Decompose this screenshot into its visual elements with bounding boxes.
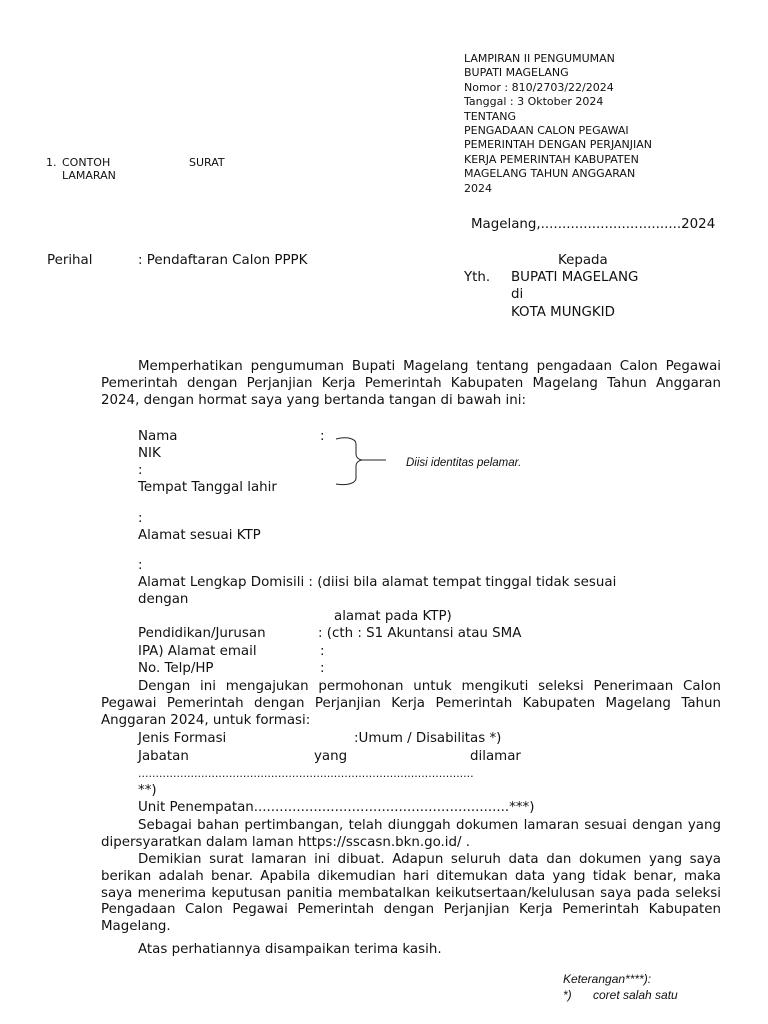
notes-item: coret salah satu [593,988,678,1002]
field-pendidikan-value: : (cth : S1 Akuntansi atau SMA [318,626,522,641]
jabatan-word-3: dilamar [470,749,521,764]
consideration-text: Sebagai bahan pertimbangan, telah diunggah dokumen lamaran sesuai dengan yang dipersyaratkan dalam laman https://sscasn.bkn.go.id/ . [101,818,721,850]
lampiran-line: Nomor : 810/2703/22/2024 [464,80,614,94]
field-domisili-cont: dengan [138,592,189,607]
consideration-paragraph [101,818,721,852]
list-number: 1. [46,156,57,169]
jabatan-mark: **) [138,783,157,798]
heading-contoh: CONTOH [62,156,111,169]
lampiran-line: PEMERINTAH DENGAN PERJANJIAN [464,138,652,152]
field-nik-colon: : [138,463,143,478]
field-email-colon: : [320,644,325,659]
lampiran-line: Tanggal : 3 Oktober 2024 [464,95,604,109]
request-paragraph [101,679,721,729]
lampiran-line: BUPATI MAGELANG [464,66,569,80]
field-nama-label: Nama [138,429,178,444]
field-nama-colon: : [320,429,325,444]
field-alamat-ktp-colon: : [138,558,143,573]
jenis-formasi-label: Jenis Formasi [138,731,227,746]
field-domisili-cont2: alamat pada KTP) [334,609,452,624]
notes-title: Keterangan****): [563,972,652,986]
recipient-name: BUPATI MAGELANG [511,270,639,285]
heading-lamaran: LAMARAN [62,169,116,182]
yth-label: Yth. [464,270,491,285]
intro-text: Memperhatikan pengumuman Bupati Magelang tentang pengadaan Calon Pegawai Pemerintah dengan Perjanjian Kerja Pemerintah Kabupaten Magelang Tahun Anggaran 2024, dengan hormat saya yang bertanda tangan di bawah ini: [101,359,721,408]
lampiran-line: TENTANG [464,109,517,123]
lampiran-line: 2024 [464,181,492,195]
field-domisili-label: Alamat Lengkap Domisili : (diisi bila alamat tempat tinggal tidak sesuai [138,575,617,590]
identity-annotation: Diisi identitas pelamar. [406,457,522,469]
field-telp-label: No. Telp/HP [138,661,214,676]
field-pendidikan-label: Pendidikan/Jurusan [138,626,266,641]
field-email-label: IPA) Alamat email [138,644,257,659]
heading-surat: SURAT [189,156,225,169]
brace-icon [334,434,390,488]
recipient-di: di [511,287,524,302]
field-alamat-ktp-label: Alamat sesuai KTP [138,528,261,543]
lampiran-line: PENGADAAN CALON PEGAWAI [464,123,629,137]
request-text: Dengan ini mengajukan permohonan untuk mengikuti seleksi Penerimaan Calon Pegawai Pemerintah dengan Perjanjian Kerja Pemerintah Kabupaten Magelang Tahun Anggaran 2024, untuk formasi: [101,679,721,728]
recipient-city: KOTA MUNGKID [511,305,615,320]
perihal-label: Perihal [47,253,93,268]
notes-mark: *) [563,988,572,1002]
statement-text: Demikian surat lamaran ini dibuat. Adapun seluruh data dan dokumen yang saya berikan adalah benar. Apabila dikemudian hari ditemukan data yang tidak benar, maka saya menerima keputusan panitia membatalkan keikutsertaan/kelulusan saya pada seleksi Pengadaan Calon Pegawai Pemerintah dengan Perjanjian Kerja Pemerintah Kabupaten Magelang. [101,852,721,935]
kepada-label: Kepada [558,253,608,268]
jabatan-word-2: yang [314,749,348,764]
field-nik-label: NIK [138,446,161,461]
lampiran-line: KERJA PEMERINTAH KABUPATEN [464,152,639,166]
field-ttl-colon: : [138,511,143,526]
lampiran-block [464,52,652,196]
perihal-value: : Pendaftaran Calon PPPK [138,253,308,268]
place-date: Magelang,.................................2024 [471,217,716,232]
lampiran-line: LAMPIRAN II PENGUMUMAN [464,52,615,65]
lampiran-line: MAGELANG TAHUN ANGGARAN [464,167,636,181]
jabatan-dots: ................................................................................................ [138,767,474,780]
statement-paragraph [101,852,721,936]
jenis-formasi-value: :Umum / Disabilitas *) [354,731,502,746]
unit-penempatan: Unit Penempatan............................................................***) [138,800,535,815]
closing-text: Atas perhatiannya disampaikan terima kasih. [138,942,442,957]
jabatan-word-1: Jabatan [138,749,189,764]
intro-paragraph [101,359,721,409]
field-ttl-label: Tempat Tanggal lahir [138,480,277,495]
field-telp-colon: : [320,661,325,676]
